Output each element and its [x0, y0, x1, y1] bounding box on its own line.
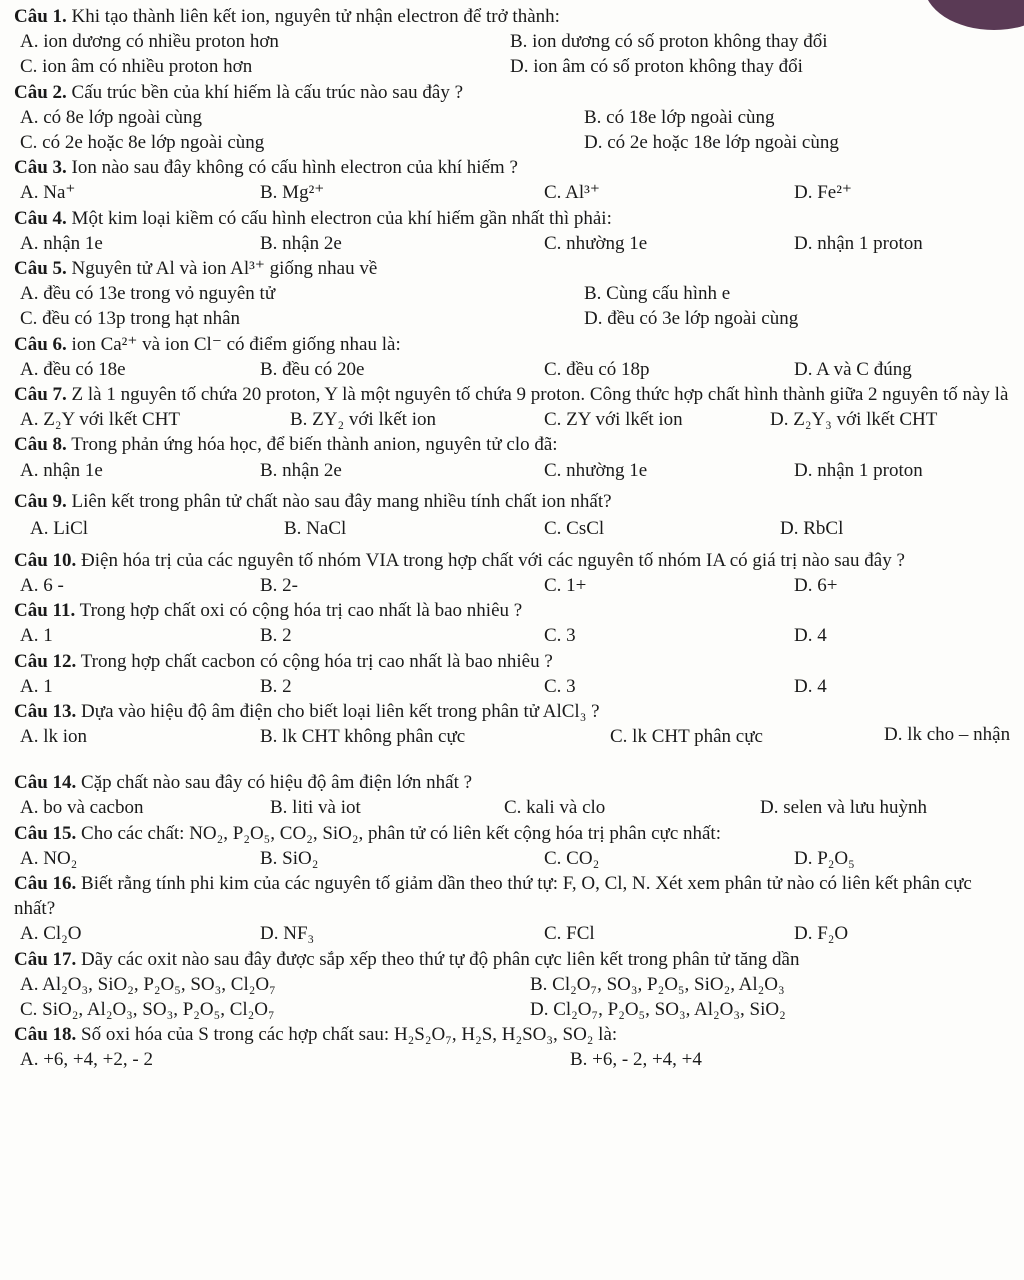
- option-d[interactable]: D. Fe²⁺: [794, 182, 852, 204]
- question-8: [14, 432, 1014, 457]
- question-5: [14, 256, 1014, 281]
- option-c[interactable]: C. SiO₂, Al₂O₃, SO₃, P₂O₅, Cl₂O₇: [20, 999, 275, 1021]
- option-a[interactable]: A. LiCl: [30, 517, 89, 539]
- option-b[interactable]: B. nhận 2e: [260, 459, 342, 481]
- question-15: [14, 821, 1014, 846]
- option-d[interactable]: D. lk cho – nhận: [884, 724, 1011, 746]
- question-label: Câu 2.: [14, 81, 67, 103]
- option-d[interactable]: D. đều có 3e lớp ngoài cùng: [584, 308, 799, 330]
- options-7: [14, 407, 1014, 432]
- question-14: [14, 770, 1014, 795]
- question-text: Số oxi hóa của S trong các hợp chất sau: H₂S₂O₇, H₂S, H₂SO₃, SO₂ là:: [76, 1024, 618, 1046]
- option-c[interactable]: C. ZY với lkết ion: [544, 409, 683, 431]
- option-b[interactable]: B. Cl₂O₇, SO₃, P₂O₅, SiO₂, Al₂O₃: [530, 973, 785, 995]
- option-a[interactable]: A. NO₂: [20, 847, 78, 869]
- option-c[interactable]: C. lk CHT phân cực: [610, 726, 763, 748]
- question-label: Câu 12.: [14, 650, 77, 672]
- option-d[interactable]: D. 4: [794, 625, 827, 647]
- option-c[interactable]: C. 3: [544, 675, 576, 697]
- question-text: Z là 1 nguyên tố chứa 20 proton, Y là một nguyên tố chứa 9 proton. Công thức hợp chất hình thành giữa 2 nguyên tố này là: [66, 383, 1009, 405]
- question-text: Dãy các oxit nào sau đây được sắp xếp theo thứ tự độ phân cực liên kết trong phân tử tăng dần: [76, 948, 800, 970]
- question-label: Câu 13.: [14, 701, 77, 723]
- option-d[interactable]: D. 4: [794, 675, 827, 697]
- options-17: [14, 972, 1014, 997]
- question-text: Cấu trúc bền của khí hiếm là cấu trúc nào sau đây ?: [66, 81, 464, 103]
- option-b[interactable]: B. 2: [260, 675, 292, 697]
- question-2: [14, 80, 1014, 105]
- question-text: ion Ca²⁺ và ion Cl⁻ có điểm giống nhau là:: [66, 333, 401, 355]
- question-text: Trong hợp chất oxi có cộng hóa trị cao nhất là bao nhiêu ?: [75, 600, 523, 622]
- option-b[interactable]: B. nhận 2e: [260, 232, 342, 254]
- options-18: [14, 1047, 1014, 1072]
- question-text: Liên kết trong phân tử chất nào sau đây mang nhiều tính chất ion nhất?: [66, 490, 612, 512]
- option-a[interactable]: A. 6 -: [20, 575, 64, 597]
- option-d[interactable]: D. A và C đúng: [794, 358, 912, 380]
- option-a[interactable]: A. lk ion: [20, 726, 88, 748]
- question-3: [14, 155, 1014, 180]
- options-9: [14, 514, 1014, 544]
- question-text: Khi tạo thành liên kết ion, nguyên tử nhận electron để trở thành:: [66, 6, 560, 27]
- question-9: [14, 489, 1014, 514]
- options-1b: [14, 54, 1014, 79]
- question-6: [14, 332, 1014, 357]
- option-d[interactable]: D. selen và lưu huỳnh: [760, 797, 928, 819]
- question-10: [14, 548, 1014, 573]
- question-label: Câu 10.: [14, 549, 77, 571]
- question-label: Câu 7.: [14, 383, 67, 405]
- option-c[interactable]: C. có 2e hoặc 8e lớp ngoài cùng: [20, 131, 265, 153]
- option-d[interactable]: D. nhận 1 proton: [794, 232, 923, 254]
- worksheet: [14, 4, 1014, 1073]
- option-a[interactable]: A. ion dương có nhiều proton hơn: [20, 31, 279, 53]
- option-a[interactable]: A. Al₂O₃, SiO₂, P₂O₅, SO₃, Cl₂O₇: [20, 973, 276, 995]
- options-15: [14, 846, 1014, 871]
- question-text: Dựa vào hiệu độ âm điện cho biết loại liên kết trong phân tử AlCl₃ ?: [76, 701, 600, 723]
- option-b[interactable]: B. liti và iot: [270, 797, 361, 819]
- question-text: Điện hóa trị của các nguyên tố nhóm VIA trong hợp chất với các nguyên tố nhóm IA có giá trị nào sau đây ?: [76, 549, 905, 571]
- options-8: [14, 458, 1014, 483]
- question-text: Cho các chất: NO₂, P₂O₅, CO₂, SiO₂, phân tử có liên kết cộng hóa trị phân cực nhất:: [76, 822, 721, 844]
- option-b[interactable]: B. SiO₂: [260, 847, 319, 869]
- option-d[interactable]: D. có 2e hoặc 18e lớp ngoài cùng: [584, 131, 839, 153]
- options-14: [14, 795, 1014, 820]
- option-d[interactable]: D. P₂O₅: [794, 847, 855, 869]
- option-c[interactable]: C. kali và clo: [504, 797, 606, 819]
- option-c[interactable]: C. nhường 1e: [544, 232, 648, 254]
- option-d[interactable]: D. Cl₂O₇, P₂O₅, SO₃, Al₂O₃, SiO₂: [530, 999, 786, 1021]
- options-3: [14, 180, 1014, 205]
- option-b[interactable]: B. Mg²⁺: [260, 182, 325, 204]
- option-a[interactable]: A. Z₂Y với lkết CHT: [20, 409, 181, 431]
- question-13: [14, 699, 1014, 724]
- question-label: Câu 15.: [14, 822, 77, 844]
- option-c[interactable]: C. Al³⁺: [544, 182, 600, 204]
- option-c[interactable]: C. ion âm có nhiều proton hơn: [20, 56, 253, 78]
- options-2: [14, 105, 1014, 130]
- option-d[interactable]: D. nhận 1 proton: [794, 459, 923, 481]
- options-13: [14, 724, 1014, 770]
- option-d[interactable]: D. Z₂Y₃ với lkết CHT: [770, 409, 938, 431]
- options-17b: [14, 997, 1014, 1022]
- question-12: [14, 649, 1014, 674]
- option-a[interactable]: A. Na⁺: [20, 182, 76, 204]
- option-a[interactable]: A. nhận 1e: [20, 232, 103, 254]
- question-18: [14, 1022, 1014, 1047]
- question-text: Trong phản ứng hóa học, để biến thành anion, nguyên tử clo đã:: [66, 434, 558, 456]
- option-a[interactable]: A. có 8e lớp ngoài cùng: [20, 106, 203, 128]
- question-17: [14, 947, 1014, 972]
- options-6: [14, 357, 1014, 382]
- question-text: Ion nào sau đây không có cấu hình electron của khí hiếm ?: [66, 157, 518, 179]
- option-b[interactable]: B. +6, - 2, +4, +4: [570, 1049, 702, 1071]
- options-4: [14, 231, 1014, 256]
- question-text: Một kim loại kiềm có cấu hình electron của khí hiếm gần nhất thì phải:: [66, 207, 612, 229]
- question-text: Biết rằng tính phi kim của các nguyên tố giảm dần theo thứ tự: F, O, Cl, N. Xét xem phân tử nào có liên kết phân cực nhất?: [14, 873, 972, 920]
- question-label: Câu 9.: [14, 490, 67, 512]
- option-b[interactable]: D. NF₃: [260, 923, 315, 945]
- options-11: [14, 623, 1014, 648]
- option-b[interactable]: B. NaCl: [284, 517, 347, 539]
- options-16: [14, 921, 1014, 946]
- option-b[interactable]: B. Cùng cấu hình e: [584, 283, 731, 305]
- option-d[interactable]: D. ion âm có số proton không thay đổi: [510, 56, 803, 78]
- question-label: Câu 17.: [14, 948, 77, 970]
- options-5: [14, 281, 1014, 306]
- options-2b: [14, 130, 1014, 155]
- question-label: Câu 11.: [14, 600, 76, 622]
- option-b[interactable]: B. đều có 20e: [260, 358, 365, 380]
- options-5b: [14, 306, 1014, 331]
- option-a[interactable]: A. đều có 13e trong vỏ nguyên tử: [20, 283, 276, 305]
- option-d[interactable]: D. 6+: [794, 575, 838, 597]
- option-d[interactable]: D. RbCl: [780, 517, 844, 539]
- option-b[interactable]: B. ZY₂ với lkết ion: [290, 409, 436, 431]
- option-a[interactable]: A. bo và cacbon: [20, 797, 144, 819]
- question-1: [14, 4, 1014, 29]
- question-4: [14, 206, 1014, 231]
- question-label: Câu 16.: [14, 873, 77, 895]
- option-a[interactable]: A. đều có 18e: [20, 358, 126, 380]
- option-c[interactable]: C. CO₂: [544, 847, 600, 869]
- question-label: Câu 14.: [14, 772, 77, 794]
- question-label: Câu 4.: [14, 207, 67, 229]
- option-d[interactable]: D. F₂O: [794, 923, 849, 945]
- question-7: [14, 382, 1014, 407]
- option-c[interactable]: C. nhường 1e: [544, 459, 648, 481]
- option-a[interactable]: A. +6, +4, +2, - 2: [20, 1049, 153, 1071]
- option-b[interactable]: B. 2-: [260, 575, 298, 597]
- option-c[interactable]: C. CsCl: [544, 517, 605, 539]
- option-a[interactable]: A. 1: [20, 675, 53, 697]
- question-label: Câu 6.: [14, 333, 67, 355]
- question-label: Câu 8.: [14, 434, 67, 456]
- question-label: Câu 5.: [14, 257, 67, 279]
- option-a[interactable]: A. nhận 1e: [20, 459, 103, 481]
- option-b[interactable]: B. lk CHT không phân cực: [260, 726, 466, 748]
- option-c[interactable]: C. đều có 18p: [544, 358, 650, 380]
- option-c[interactable]: C. đều có 13p trong hạt nhân: [20, 308, 241, 330]
- options-12: [14, 674, 1014, 699]
- question-text: Nguyên tử Al và ion Al³⁺ giống nhau về: [66, 257, 378, 279]
- option-c[interactable]: C. 3: [544, 625, 576, 647]
- option-b[interactable]: B. 2: [260, 625, 292, 647]
- question-label: Câu 18.: [14, 1024, 77, 1046]
- question-label: Câu 3.: [14, 157, 67, 179]
- option-c[interactable]: C. FCl: [544, 923, 595, 945]
- option-b[interactable]: B. có 18e lớp ngoài cùng: [584, 106, 775, 128]
- option-a[interactable]: A. 1: [20, 625, 53, 647]
- question-label: Câu 1.: [14, 6, 67, 27]
- options-10: [14, 573, 1014, 598]
- options-1: [14, 29, 1014, 54]
- question-16: [14, 871, 1014, 921]
- question-text: Trong hợp chất cacbon có cộng hóa trị cao nhất là bao nhiêu ?: [76, 650, 553, 672]
- option-a[interactable]: A. Cl₂O: [20, 923, 82, 945]
- question-11: [14, 598, 1014, 623]
- question-text: Cặp chất nào sau đây có hiệu độ âm điện lớn nhất ?: [76, 772, 473, 794]
- option-c[interactable]: C. 1+: [544, 575, 587, 597]
- option-b[interactable]: B. ion dương có số proton không thay đổi: [510, 31, 828, 53]
